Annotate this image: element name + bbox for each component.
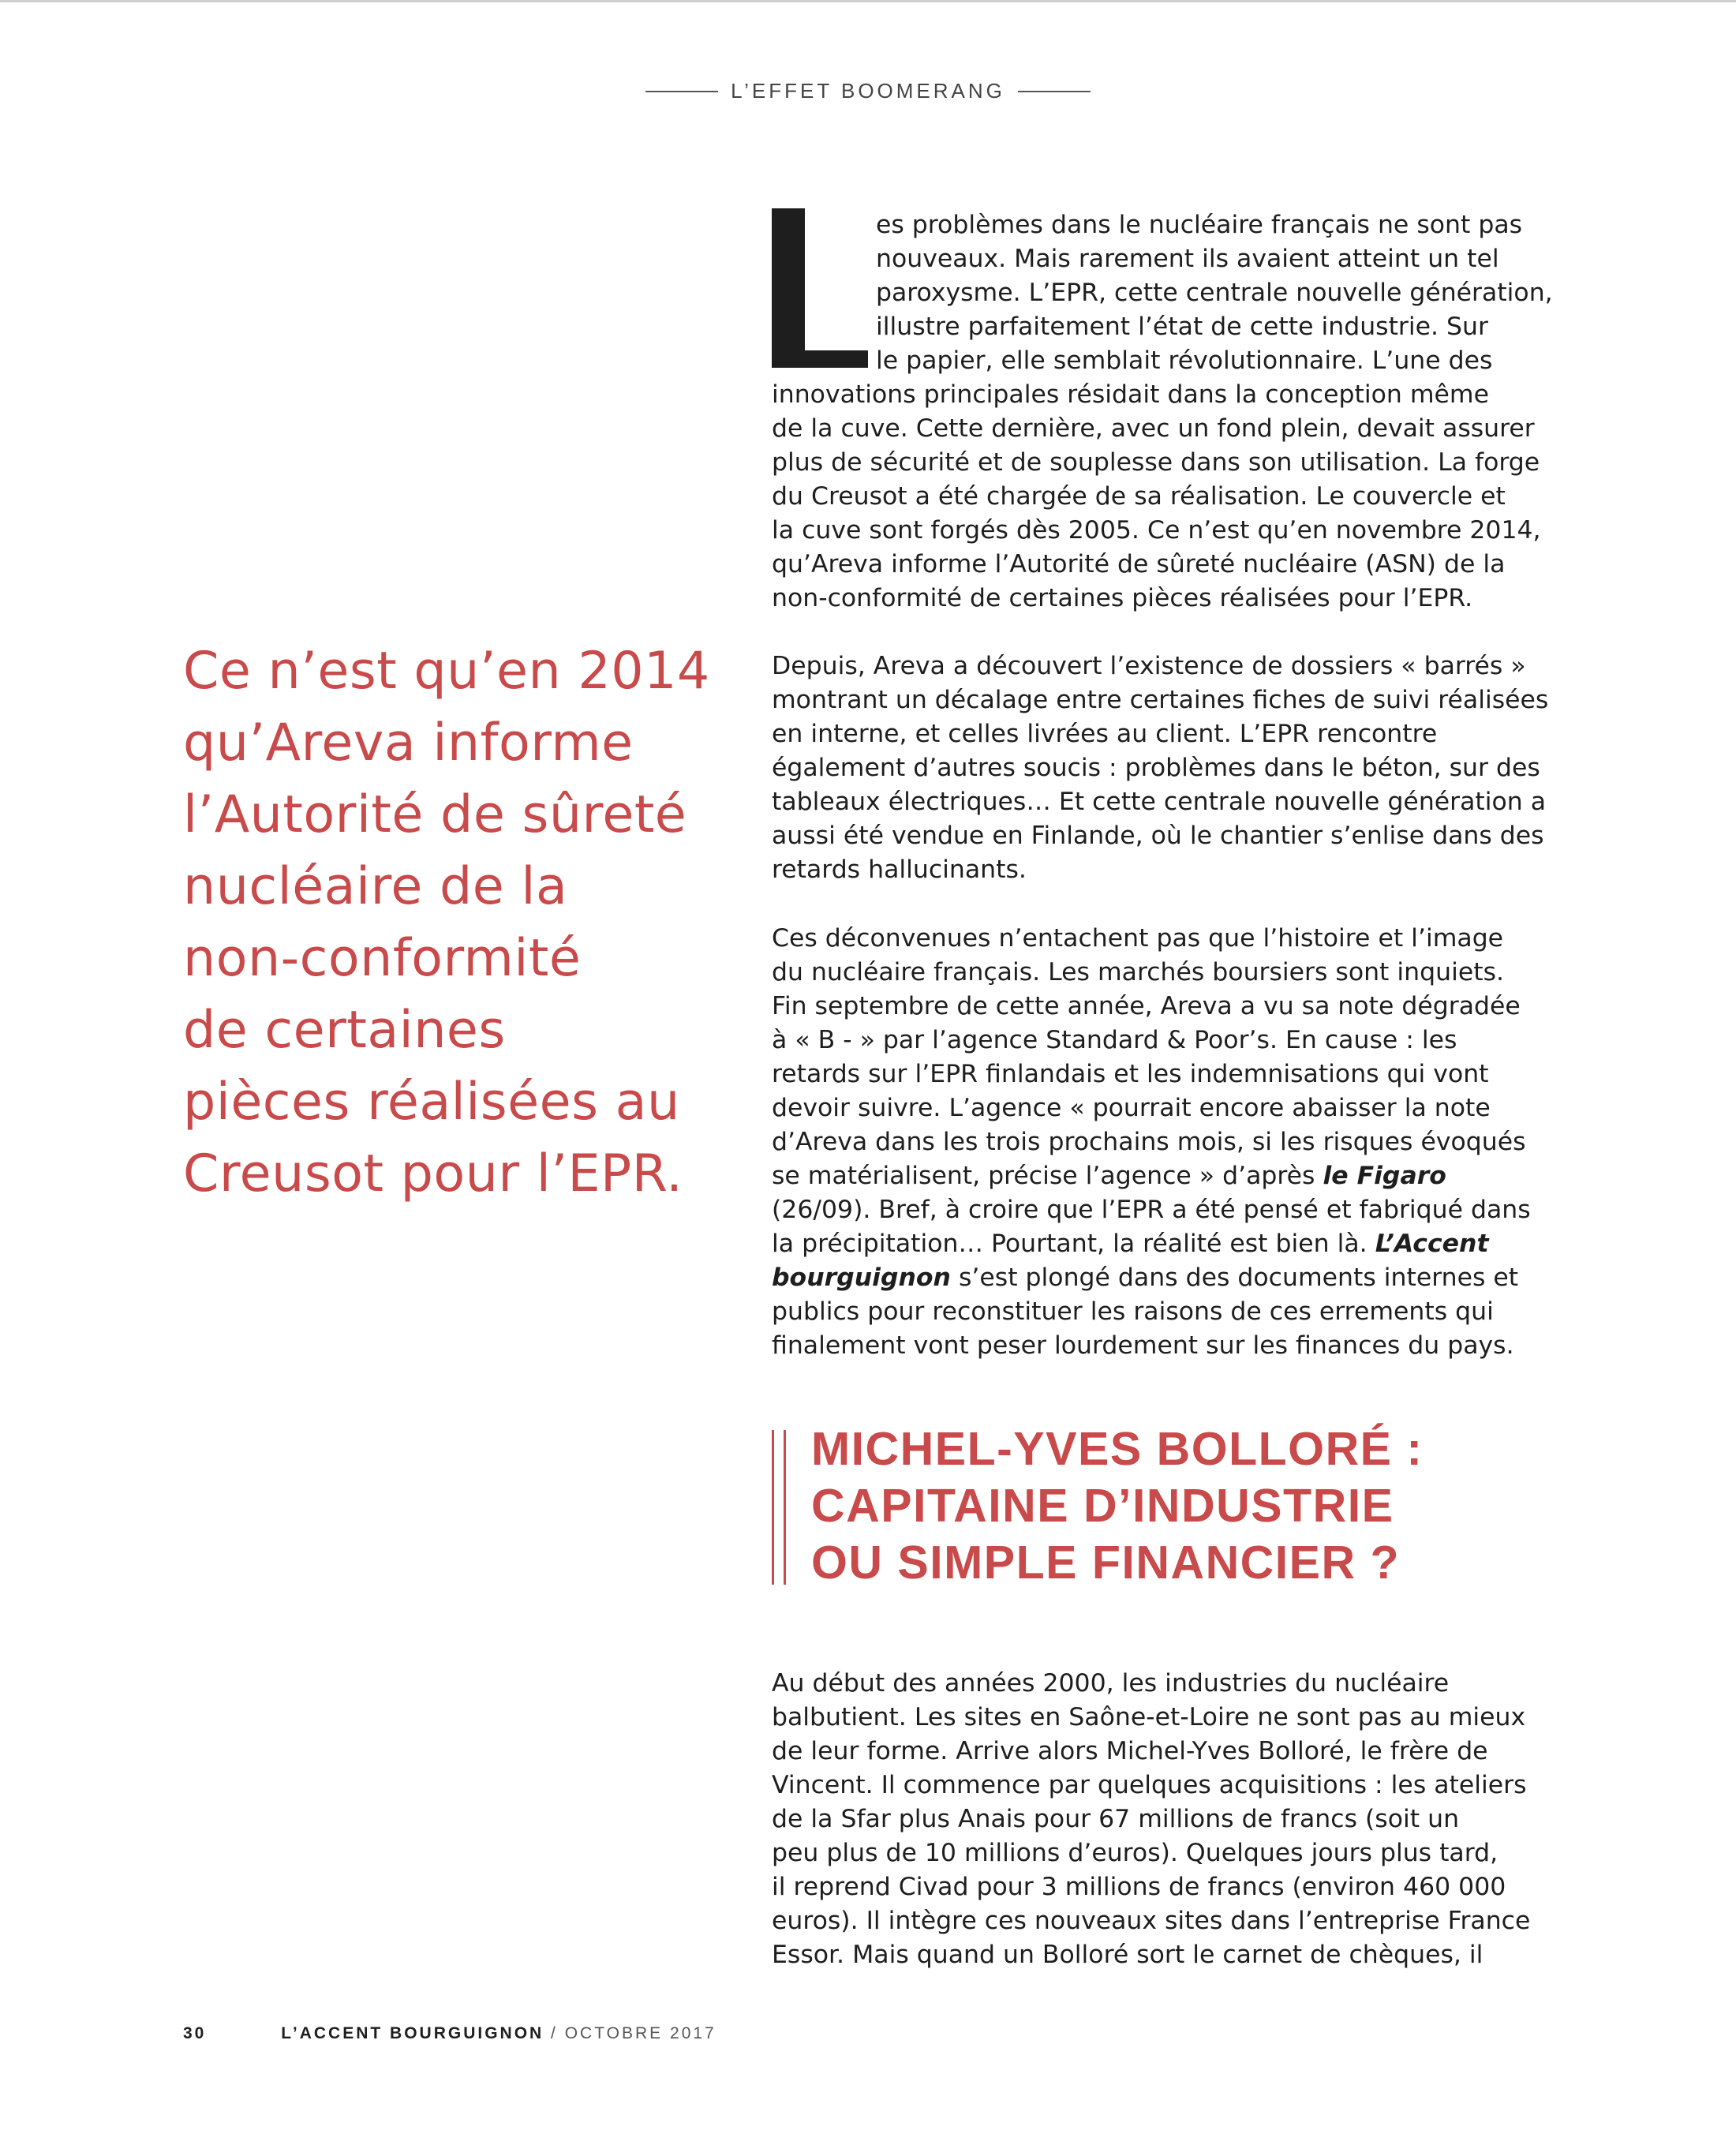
article-line: également d’autres soucis : problèmes dans le béton, sur des bbox=[772, 754, 1540, 782]
article-line: de la cuve. Cette dernière, avec un fond plein, devait assurer bbox=[772, 414, 1535, 443]
article-line: il reprend Civad pour 3 millions de francs (environ 460 000 bbox=[772, 1873, 1506, 1901]
article-line: à « B - » par l’agence Standard & Poor’s. En cause : les bbox=[772, 1026, 1457, 1054]
article-line: Fin septembre de cette année, Areva a vu sa note dégradée bbox=[772, 992, 1521, 1020]
article-line: paroxysme. L’EPR, cette centrale nouvelle génération, bbox=[876, 279, 1553, 307]
pull-quote-line: Creusot pour l’EPR. bbox=[183, 1144, 683, 1204]
article-line: Au début des années 2000, les industries du nucléaire bbox=[772, 1669, 1450, 1698]
article-line bbox=[772, 1227, 1557, 1261]
running-head-text: L’EFFET BOOMERANG bbox=[731, 79, 1005, 103]
publication-name-accent: L’Accent bbox=[1375, 1230, 1489, 1258]
pull-quote-line: l’Autorité de sûreté bbox=[183, 785, 687, 844]
article-line: finalement vont peser lourdement sur les finances du pays. bbox=[772, 1331, 1514, 1360]
section-subheading bbox=[772, 1421, 1521, 1589]
article-line: plus de sécurité et de souplesse dans son utilisation. La forge bbox=[772, 448, 1540, 477]
subheading-double-rule bbox=[772, 1430, 786, 1585]
article-line: la cuve sont forgés dès 2005. Ce n’est qu’en novembre 2014, bbox=[772, 516, 1541, 545]
article-line: d’Areva dans les trois prochains mois, si les risques évoqués bbox=[772, 1128, 1526, 1156]
subheading-line: MICHEL-YVES BOLLORÉ : bbox=[811, 1423, 1424, 1475]
article-line: qu’Areva informe l’Autorité de sûreté nucléaire (ASN) de la bbox=[772, 550, 1506, 578]
article-line: Depuis, Areva a découvert l’existence de dossiers « barrés » bbox=[772, 652, 1526, 680]
article-line: du Creusot a été chargée de sa réalisation. Le couvercle et bbox=[772, 482, 1506, 511]
drop-cap-foot bbox=[772, 350, 868, 368]
publication-name-le-figaro: le Figaro bbox=[1323, 1162, 1446, 1190]
footer-separator: / bbox=[544, 2024, 565, 2042]
article-line: Vincent. Il commence par quelques acquisitions : les ateliers bbox=[772, 1771, 1527, 1799]
page-number: 30 bbox=[183, 2024, 207, 2042]
article-line: innovations principales résidait dans la conception même bbox=[772, 380, 1489, 409]
article-line: es problèmes dans le nucléaire français ne sont pas bbox=[876, 211, 1523, 239]
drop-cap-stem bbox=[772, 208, 805, 368]
article-line: le papier, elle semblait révolutionnaire. L’une des bbox=[876, 346, 1493, 375]
article-line: (26/09). Bref, à croire que l’EPR a été pensé et fabriqué dans bbox=[772, 1196, 1531, 1224]
article-line bbox=[772, 1261, 1557, 1295]
article-line bbox=[772, 1159, 1557, 1193]
article-line: peu plus de 10 millions d’euros). Quelques jours plus tard, bbox=[772, 1839, 1498, 1867]
article-line: Essor. Mais quand un Bolloré sort le carnet de chèques, il bbox=[772, 1941, 1483, 1969]
article-line: non-conformité de certaines pièces réalisées pour l’EPR. bbox=[772, 584, 1473, 612]
subheading-line: CAPITAINE D’INDUSTRIE bbox=[811, 1480, 1394, 1532]
article-text: se matérialisent, précise l’agence » d’après bbox=[772, 1162, 1323, 1190]
article-line: montrant un décalage entre certaines fiches de suivi réalisées bbox=[772, 686, 1549, 714]
running-head-rule-left bbox=[645, 91, 718, 92]
magazine-name: L’ACCENT BOURGUIGNON bbox=[281, 2024, 544, 2042]
pull-quote-line: pièces réalisées au bbox=[183, 1072, 680, 1132]
pull-quote-line: nucléaire de la bbox=[183, 857, 568, 916]
article-line: tableaux électriques… Et cette centrale nouvelle génération a bbox=[772, 788, 1547, 816]
article-text: s’est plongé dans des documents internes et bbox=[950, 1263, 1519, 1292]
article-line: aussi été vendue en Finlande, où le chantier s’enlise dans des bbox=[772, 822, 1544, 850]
issue-date: OCTOBRE 2017 bbox=[564, 2024, 716, 2042]
article-text: la précipitation… Pourtant, la réalité est bien là. bbox=[772, 1230, 1375, 1258]
article-line: nouveaux. Mais rarement ils avaient atteint un tel bbox=[876, 245, 1499, 273]
page-footer bbox=[183, 2024, 716, 2043]
article-line: publics pour reconstituer les raisons de ces errements qui bbox=[772, 1297, 1494, 1326]
article-paragraph-2 bbox=[772, 649, 1557, 887]
article-line: euros). Il intègre ces nouveaux sites dans l’entreprise France bbox=[772, 1907, 1531, 1935]
pull-quote bbox=[183, 635, 720, 1210]
article-line: en interne, et celles livrées au client. L’EPR rencontre bbox=[772, 720, 1438, 748]
drop-cap-letter bbox=[772, 208, 860, 368]
article-paragraph-3 bbox=[772, 922, 1557, 1363]
pull-quote-line: de certaines bbox=[183, 1001, 506, 1060]
article-line: devoir suivre. L’agence « pourrait encore abaisser la note bbox=[772, 1094, 1491, 1122]
article-line: de leur forme. Arrive alors Michel-Yves Bolloré, le frère de bbox=[772, 1737, 1488, 1765]
article-line: illustre parfaitement l’état de cette industrie. Sur bbox=[876, 313, 1488, 341]
running-head bbox=[0, 79, 1736, 103]
running-head-rule-right bbox=[1018, 91, 1091, 92]
article-line: du nucléaire français. Les marchés boursiers sont inquiets. bbox=[772, 958, 1505, 986]
subheading-title bbox=[811, 1421, 1521, 1589]
pull-quote-line: Ce n’est qu’en 2014 bbox=[183, 642, 710, 701]
article-line: de la Sfar plus Anais pour 67 millions de francs (soit un bbox=[772, 1805, 1460, 1833]
article-line: Ces déconvenues n’entachent pas que l’histoire et l’image bbox=[772, 924, 1504, 953]
article-line: balbutient. Les sites en Saône-et-Loire ne sont pas au mieux bbox=[772, 1703, 1526, 1731]
pull-quote-line: non-conformité bbox=[183, 929, 582, 988]
article-intro-rest bbox=[772, 378, 1557, 616]
subheading-line: OU SIMPLE FINANCIER ? bbox=[811, 1537, 1401, 1589]
article-line: retards sur l’EPR finlandais et les indemnisations qui vont bbox=[772, 1060, 1489, 1088]
publication-name-bourguignon: bourguignon bbox=[772, 1263, 951, 1292]
top-rule bbox=[0, 0, 1736, 2]
article-line: retards hallucinants. bbox=[772, 855, 1027, 884]
article-intro-indented bbox=[876, 208, 1562, 378]
article-paragraph-4 bbox=[772, 1667, 1557, 1972]
pull-quote-line: qu’Areva informe bbox=[183, 713, 634, 773]
